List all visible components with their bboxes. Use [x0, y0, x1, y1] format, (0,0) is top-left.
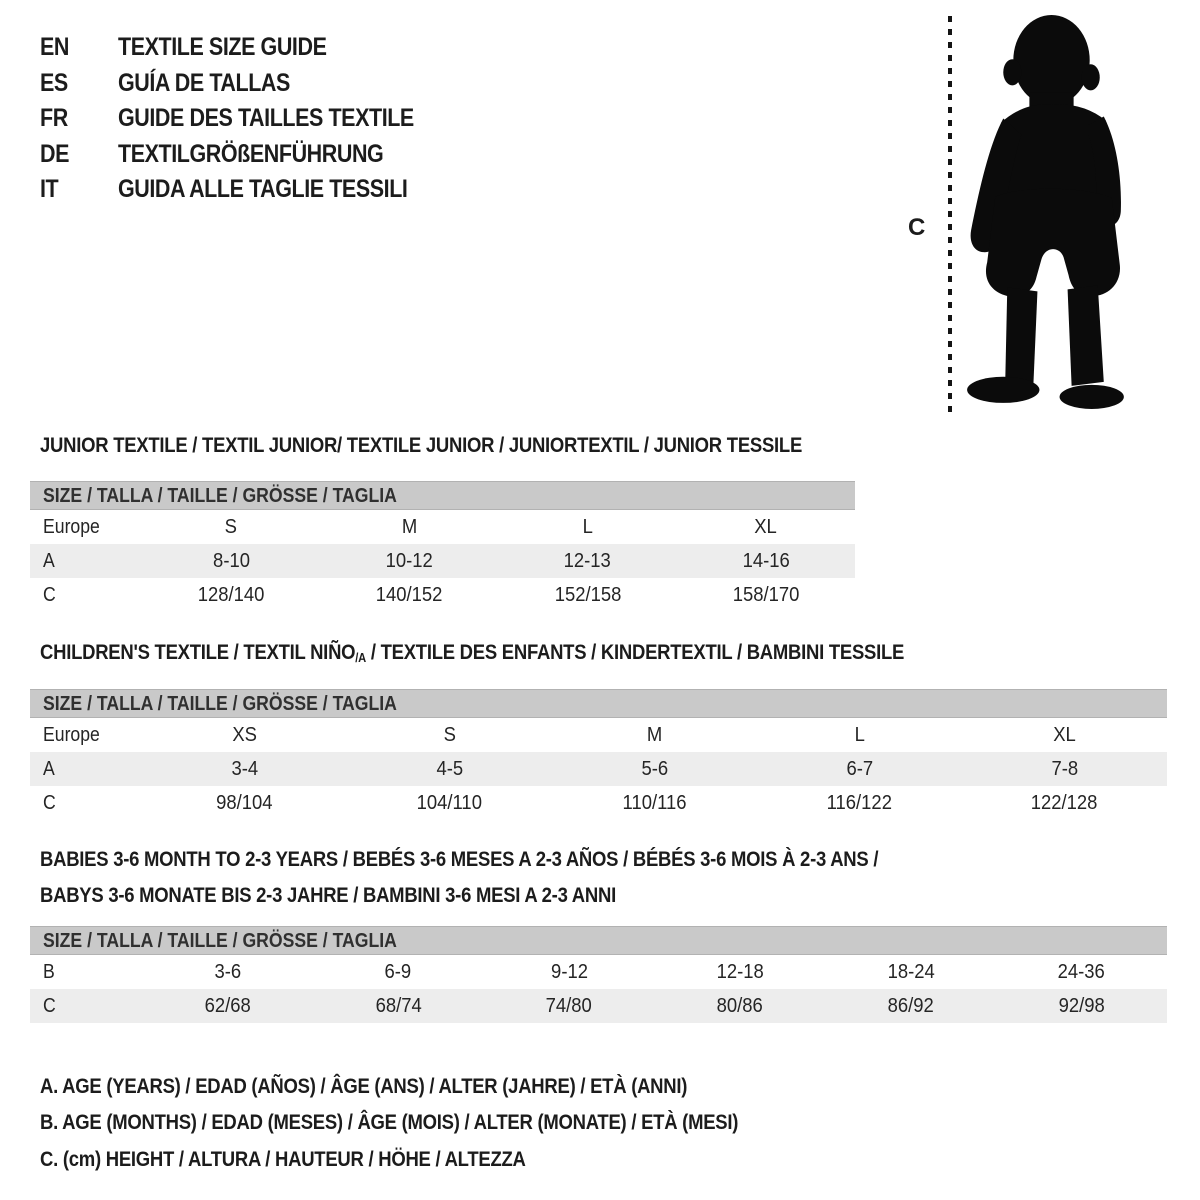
- children-title-pre: CHILDREN'S TEXTILE / TEXTIL NIÑO: [40, 640, 356, 664]
- table-cell-text: M: [646, 723, 663, 746]
- table-cell: [347, 757, 552, 781]
- table-cell-text: 128/140: [197, 583, 265, 606]
- language-row: [40, 137, 462, 173]
- table-cell: [484, 994, 655, 1018]
- table-cell-text: 4-5: [436, 757, 463, 780]
- table-cell-text: XS: [232, 723, 257, 746]
- children-title-post: / TEXTILE DES ENFANTS / KINDERTEXTIL / BAMBINI TESSILE: [365, 640, 905, 664]
- language-code: [40, 104, 118, 133]
- children-section-title-text: [40, 640, 904, 665]
- table-cell-text: M: [401, 515, 418, 538]
- row-label: [30, 549, 142, 573]
- junior-table-body: [30, 510, 855, 612]
- junior-size-header-bar: [30, 481, 855, 510]
- table-row: [30, 989, 1167, 1023]
- language-code-text: DE: [40, 139, 70, 168]
- size-header-label: SIZE / TALLA / TAILLE / GRÖSSE / TAGLIA: [43, 483, 397, 507]
- table-cell-text: 122/128: [1031, 791, 1098, 814]
- language-row: [40, 30, 462, 66]
- table-cell-text: 24-36: [1057, 960, 1106, 983]
- babies-table-body: [30, 955, 1167, 1023]
- table-row: [30, 578, 855, 612]
- table-cell: [142, 960, 313, 984]
- table-cell-text: 9-12: [550, 960, 588, 983]
- table-cell: [552, 791, 757, 815]
- language-label: [118, 140, 427, 169]
- table-cell-text: 74/80: [545, 994, 593, 1017]
- language-row: [40, 101, 462, 137]
- language-label: [118, 104, 462, 133]
- table-cell-text: 18-24: [887, 960, 935, 983]
- table-cell: [142, 757, 347, 781]
- language-label: [118, 175, 455, 204]
- height-measure-label: C: [908, 214, 926, 241]
- table-cell: [484, 960, 655, 984]
- language-row: [40, 66, 462, 102]
- table-cell-text: 3-6: [214, 960, 241, 983]
- row-label: [30, 757, 142, 781]
- table-row: [30, 510, 855, 544]
- language-code: [40, 33, 118, 62]
- table-cell: [320, 549, 498, 573]
- table-cell-text: 116/122: [826, 791, 893, 814]
- language-code: [40, 69, 118, 98]
- table-row: [30, 752, 1167, 786]
- legend-line: [40, 1068, 852, 1105]
- table-cell-text: 110/116: [622, 791, 687, 814]
- row-label-text: C: [43, 583, 56, 606]
- table-cell-text: 86/92: [887, 994, 934, 1017]
- table-cell: [996, 960, 1167, 984]
- table-cell: [142, 791, 347, 815]
- table-cell: [677, 549, 855, 573]
- row-label-text: Europe: [43, 515, 100, 538]
- babies-title-line1: BABIES 3-6 MONTH TO 2-3 YEARS / BEBÉS 3-6 MESES A 2-3 AÑOS / BÉBÉS 3-6 MOIS À 2-3 ANS /: [40, 847, 879, 871]
- table-cell-text: XL: [1053, 723, 1076, 746]
- table-cell: [757, 723, 962, 747]
- row-label: [30, 723, 142, 747]
- table-cell: [996, 994, 1167, 1018]
- table-cell: [962, 723, 1167, 747]
- toddler-silhouette-image: [962, 14, 1137, 416]
- table-cell: [962, 757, 1167, 781]
- children-title-sub: /A: [355, 650, 366, 665]
- row-label: [30, 994, 142, 1018]
- size-header-label: SIZE / TALLA / TAILLE / GRÖSSE / TAGLIA: [43, 928, 397, 952]
- table-cell: [142, 515, 320, 539]
- table-cell: [313, 960, 484, 984]
- children-size-header-bar: [30, 689, 1167, 718]
- table-row: [30, 786, 1167, 820]
- table-cell: [825, 994, 996, 1018]
- table-cell-text: S: [443, 723, 456, 746]
- table-cell-text: 8-10: [212, 549, 250, 572]
- table-row: [30, 718, 1167, 752]
- table-cell-text: 92/98: [1058, 994, 1105, 1017]
- junior-section-title: [40, 433, 926, 458]
- table-cell: [499, 549, 677, 573]
- table-cell: [757, 757, 962, 781]
- legend-line-text: C. (cm) HEIGHT / ALTURA / HAUTEUR / HÖHE / ALTEZZA: [40, 1146, 526, 1171]
- table-cell: [677, 583, 855, 607]
- babies-size-header-bar: [30, 926, 1167, 955]
- language-title-block: [40, 30, 462, 208]
- table-cell: [654, 994, 825, 1018]
- table-cell: [142, 723, 347, 747]
- table-cell-text: 98/104: [216, 791, 273, 814]
- table-cell-text: XL: [754, 515, 778, 538]
- row-label-text: A: [43, 549, 55, 572]
- table-cell: [347, 723, 552, 747]
- table-cell-text: 152/158: [554, 583, 621, 606]
- table-cell-text: 10-12: [385, 549, 433, 572]
- language-label: [118, 33, 360, 62]
- language-code-text: IT: [40, 175, 59, 204]
- table-cell-text: L: [582, 515, 593, 538]
- table-cell: [320, 583, 498, 607]
- table-cell-text: 140/152: [376, 583, 443, 606]
- legend-line: [40, 1105, 852, 1142]
- size-header-label: SIZE / TALLA / TAILLE / GRÖSSE / TAGLIA: [43, 691, 397, 715]
- language-code: [40, 140, 118, 169]
- table-cell: [677, 515, 855, 539]
- row-label: [30, 791, 142, 815]
- row-label: [30, 960, 142, 984]
- table-cell-text: 3-4: [231, 757, 258, 780]
- children-section-title: [40, 640, 1045, 665]
- height-dashed-line: [948, 16, 952, 416]
- table-cell: [320, 515, 498, 539]
- row-label: [30, 583, 142, 607]
- row-label: [30, 515, 142, 539]
- table-cell: [347, 791, 552, 815]
- junior-section-title-text: JUNIOR TEXTILE / TEXTIL JUNIOR/ TEXTILE JUNIOR / JUNIORTEXTIL / JUNIOR TESSILE: [40, 433, 803, 457]
- row-label-text: B: [43, 960, 55, 983]
- row-label-text: C: [43, 994, 56, 1017]
- table-cell-text: 7-8: [1051, 757, 1078, 780]
- row-label-text: C: [43, 791, 56, 814]
- table-cell: [552, 723, 757, 747]
- language-code: [40, 175, 118, 204]
- table-cell-text: 80/86: [716, 994, 763, 1017]
- language-label-text: GUÍA DE TALLAS: [118, 68, 290, 97]
- table-cell-text: S: [224, 515, 238, 538]
- row-label-text: A: [43, 757, 55, 780]
- table-cell: [757, 791, 962, 815]
- legend-line-text: B. AGE (MONTHS) / EDAD (MESES) / ÂGE (MOIS) / ALTER (MONATE) / ETÀ (MESI): [40, 1110, 739, 1135]
- table-cell: [142, 549, 320, 573]
- table-row: [30, 544, 855, 578]
- table-cell-text: 104/110: [416, 791, 483, 814]
- children-table: [30, 689, 1167, 820]
- table-cell-text: 12-18: [716, 960, 764, 983]
- table-cell-text: 12-13: [564, 549, 612, 572]
- language-label-text: TEXTILGRÖßENFÜHRUNG: [118, 139, 384, 168]
- table-cell-text: 68/74: [375, 994, 422, 1017]
- table-cell: [499, 583, 677, 607]
- table-cell-text: 5-6: [641, 757, 668, 780]
- table-cell-text: 6-9: [384, 960, 412, 983]
- table-cell: [825, 960, 996, 984]
- table-cell-text: 6-7: [846, 757, 873, 780]
- table-cell: [499, 515, 677, 539]
- babies-table: [30, 926, 1167, 1023]
- table-cell: [962, 791, 1167, 815]
- language-label-text: GUIDE DES TAILLES TEXTILE: [118, 104, 414, 133]
- junior-table: [30, 481, 855, 612]
- row-label-text: Europe: [43, 723, 100, 746]
- table-cell: [142, 994, 313, 1018]
- babies-section-title: [40, 841, 1015, 913]
- legend-line: [40, 1141, 852, 1178]
- table-cell-text: 62/68: [204, 994, 251, 1017]
- table-row: [30, 955, 1167, 989]
- table-cell: [654, 960, 825, 984]
- table-cell-text: 14-16: [742, 549, 790, 572]
- language-code-text: ES: [40, 68, 68, 97]
- children-table-body: [30, 718, 1167, 820]
- language-row: [40, 172, 462, 208]
- legend: [40, 1068, 852, 1178]
- legend-line-text: A. AGE (YEARS) / EDAD (AÑOS) / ÂGE (ANS) / ALTER (JAHRE) / ETÀ (ANNI): [40, 1073, 688, 1098]
- language-code-text: EN: [40, 33, 70, 62]
- language-label-text: GUIDA ALLE TAGLIE TESSILI: [118, 175, 408, 204]
- table-cell-text: L: [854, 723, 865, 746]
- language-code-text: FR: [40, 104, 68, 133]
- table-cell: [552, 757, 757, 781]
- table-cell: [313, 994, 484, 1018]
- language-label-text: TEXTILE SIZE GUIDE: [118, 33, 327, 62]
- table-cell-text: 158/170: [732, 583, 800, 606]
- table-cell: [142, 583, 320, 607]
- babies-title-line2: BABYS 3-6 MONATE BIS 2-3 JAHRE / BAMBINI 3-6 MESI A 2-3 ANNI: [40, 883, 616, 907]
- language-label: [118, 69, 318, 98]
